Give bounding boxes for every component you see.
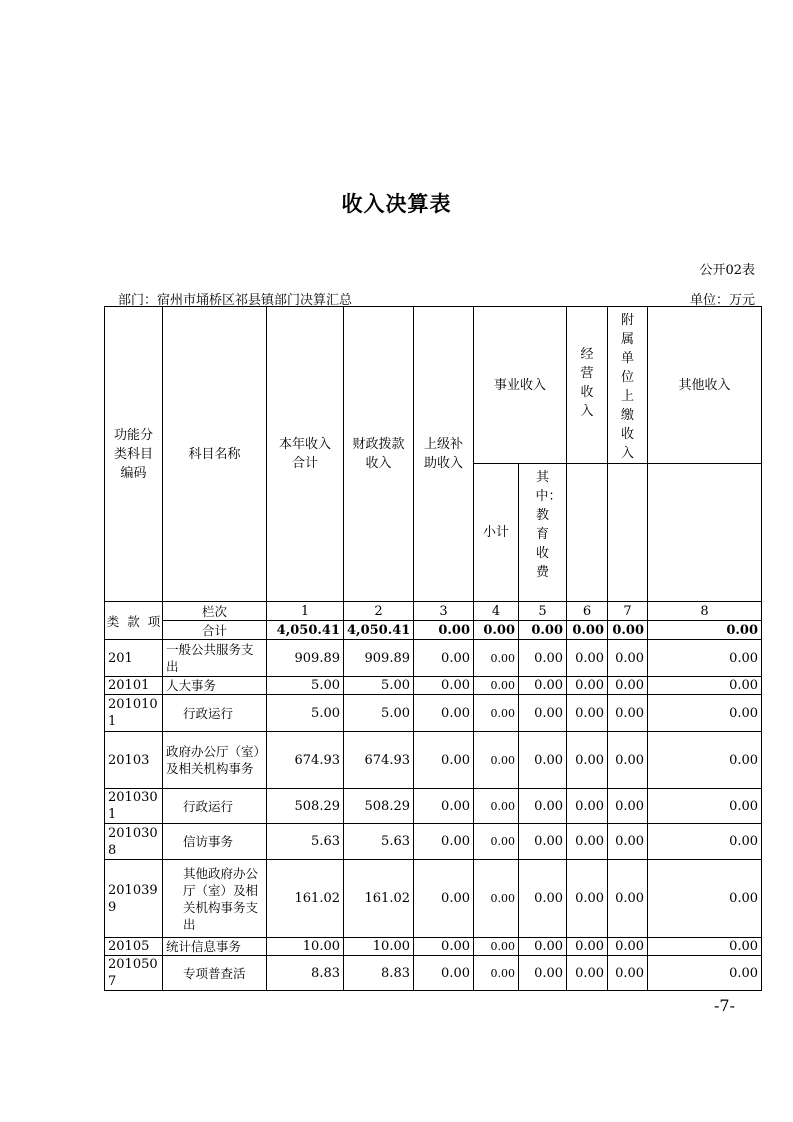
row-value: 0.00 (519, 695, 567, 732)
row-value: 674.93 (344, 732, 414, 789)
row-value: 0.00 (474, 956, 519, 991)
row-code: 2010308 (105, 824, 163, 860)
row-name: 行政运行 (163, 789, 267, 824)
row-value: 0.00 (474, 677, 519, 695)
income-table (104, 306, 762, 991)
row-value: 0.00 (414, 732, 474, 789)
row-value: 674.93 (267, 732, 344, 789)
total-cell: 0.00 (567, 621, 608, 640)
total-cell: 4,050.41 (344, 621, 414, 640)
row-value: 0.00 (567, 860, 608, 938)
row-code: 201 (105, 640, 163, 677)
row-value: 0.00 (474, 938, 519, 956)
header-business-subtotal: 小计 (474, 464, 519, 602)
column-number: 8 (648, 602, 762, 621)
table-row (105, 938, 762, 956)
row-value: 0.00 (474, 860, 519, 938)
row-value: 0.00 (567, 956, 608, 991)
row-value: 0.00 (608, 695, 648, 732)
row-value: 0.00 (648, 695, 762, 732)
row-value: 161.02 (267, 860, 344, 938)
header-business: 事业收入 (474, 307, 567, 464)
row-value: 0.00 (608, 640, 648, 677)
row-name: 人大事务 (163, 677, 267, 695)
row-code: 2010301 (105, 789, 163, 824)
column-number: 2 (344, 602, 414, 621)
row-value: 0.00 (567, 677, 608, 695)
row-value: 0.00 (608, 938, 648, 956)
row-name: 统计信息事务 (163, 938, 267, 956)
column-number: 1 (267, 602, 344, 621)
header-affiliated: 附属单位上缴收入 (608, 307, 648, 464)
row-value: 5.63 (344, 824, 414, 860)
header-other: 其他收入 (648, 307, 762, 464)
row-value: 10.00 (267, 938, 344, 956)
row-value: 0.00 (608, 956, 648, 991)
row-value: 0.00 (519, 640, 567, 677)
row-value: 5.00 (267, 677, 344, 695)
row-value: 0.00 (648, 789, 762, 824)
row-value: 0.00 (648, 677, 762, 695)
row-value: 0.00 (414, 824, 474, 860)
row-value: 0.00 (519, 789, 567, 824)
column-number: 6 (567, 602, 608, 621)
row-code: 2010399 (105, 860, 163, 938)
row-value: 0.00 (474, 695, 519, 732)
row-value: 0.00 (414, 695, 474, 732)
row-value: 0.00 (608, 732, 648, 789)
page-number: -7- (714, 996, 735, 1015)
row-value: 0.00 (567, 824, 608, 860)
department-label: 部门：宿州市埇桥区祁县镇部门决算汇总 (118, 293, 353, 308)
row-name: 行政运行 (163, 695, 267, 732)
table-row (105, 860, 762, 938)
row-value: 0.00 (648, 732, 762, 789)
row-value: 0.00 (414, 956, 474, 991)
row-value: 0.00 (567, 732, 608, 789)
table-row (105, 956, 762, 991)
header-lei-kuan-xiang: 类 款 项 (105, 602, 163, 640)
row-value: 8.83 (344, 956, 414, 991)
table-row (105, 640, 762, 677)
row-value: 0.00 (648, 956, 762, 991)
row-value: 0.00 (608, 789, 648, 824)
row-value: 508.29 (344, 789, 414, 824)
row-value: 0.00 (608, 860, 648, 938)
total-cell: 0.00 (608, 621, 648, 640)
unit-label: 单位：万元 (689, 293, 755, 308)
row-name: 一般公共服务支出 (163, 640, 267, 677)
column-number: 3 (414, 602, 474, 621)
header-business-edu: 其中：教育收费 (519, 464, 567, 602)
row-value: 0.00 (567, 695, 608, 732)
header-fiscal: 财政拨款收入 (344, 307, 414, 602)
header-name: 科目名称 (163, 307, 267, 602)
row-value: 0.00 (519, 677, 567, 695)
total-cell: 0.00 (648, 621, 762, 640)
table-row (105, 677, 762, 695)
row-value: 508.29 (267, 789, 344, 824)
row-value: 0.00 (474, 824, 519, 860)
row-code: 20103 (105, 732, 163, 789)
row-value: 10.00 (344, 938, 414, 956)
row-value: 8.83 (267, 956, 344, 991)
row-value: 0.00 (519, 860, 567, 938)
row-value: 5.00 (344, 695, 414, 732)
header-lanci: 栏次 (163, 602, 267, 621)
row-value: 0.00 (567, 938, 608, 956)
row-name: 政府办公厅（室）及相关机构事务 (163, 732, 267, 789)
row-code: 2010507 (105, 956, 163, 991)
table-row (105, 824, 762, 860)
row-value: 0.00 (519, 956, 567, 991)
row-value: 0.00 (567, 789, 608, 824)
row-value: 0.00 (474, 640, 519, 677)
row-value: 0.00 (519, 824, 567, 860)
row-value: 909.89 (344, 640, 414, 677)
header-superior: 上级补助收入 (414, 307, 474, 602)
row-value: 0.00 (648, 824, 762, 860)
row-name: 专项普查活 (163, 956, 267, 991)
form-number: 公开02表 (699, 263, 755, 278)
row-value: 0.00 (608, 677, 648, 695)
row-value: 161.02 (344, 860, 414, 938)
row-value: 0.00 (414, 677, 474, 695)
row-value: 0.00 (474, 732, 519, 789)
row-value: 0.00 (414, 789, 474, 824)
row-value: 5.00 (344, 677, 414, 695)
row-value: 0.00 (414, 860, 474, 938)
table-row (105, 789, 762, 824)
row-name: 其他政府办公厅（室）及相关机构事务支出 (163, 860, 267, 938)
row-value: 5.00 (267, 695, 344, 732)
row-value: 0.00 (414, 640, 474, 677)
row-value: 0.00 (474, 789, 519, 824)
column-number: 7 (608, 602, 648, 621)
row-value: 909.89 (267, 640, 344, 677)
row-value: 0.00 (648, 860, 762, 938)
total-cell: 0.00 (519, 621, 567, 640)
row-code: 20101 (105, 677, 163, 695)
row-name: 信访事务 (163, 824, 267, 860)
page-title: 收入决算表 (341, 192, 452, 216)
row-value: 0.00 (519, 938, 567, 956)
column-number: 5 (519, 602, 567, 621)
total-label: 合计 (163, 621, 267, 640)
total-cell: 4,050.41 (267, 621, 344, 640)
row-value: 0.00 (608, 824, 648, 860)
row-code: 2010101 (105, 695, 163, 732)
column-number: 4 (474, 602, 519, 621)
header-total: 本年收入合计 (267, 307, 344, 602)
table-body (105, 640, 762, 991)
total-cell: 0.00 (414, 621, 474, 640)
header-code: 功能分类科目编码 (105, 307, 163, 602)
row-value: 0.00 (648, 640, 762, 677)
header-operating: 经营收入 (567, 307, 608, 464)
row-value: 0.00 (414, 938, 474, 956)
row-value: 5.63 (267, 824, 344, 860)
table-row (105, 732, 762, 789)
row-value: 0.00 (567, 640, 608, 677)
total-cell: 0.00 (474, 621, 519, 640)
row-value: 0.00 (648, 938, 762, 956)
row-value: 0.00 (519, 732, 567, 789)
row-code: 20105 (105, 938, 163, 956)
table-row (105, 695, 762, 732)
